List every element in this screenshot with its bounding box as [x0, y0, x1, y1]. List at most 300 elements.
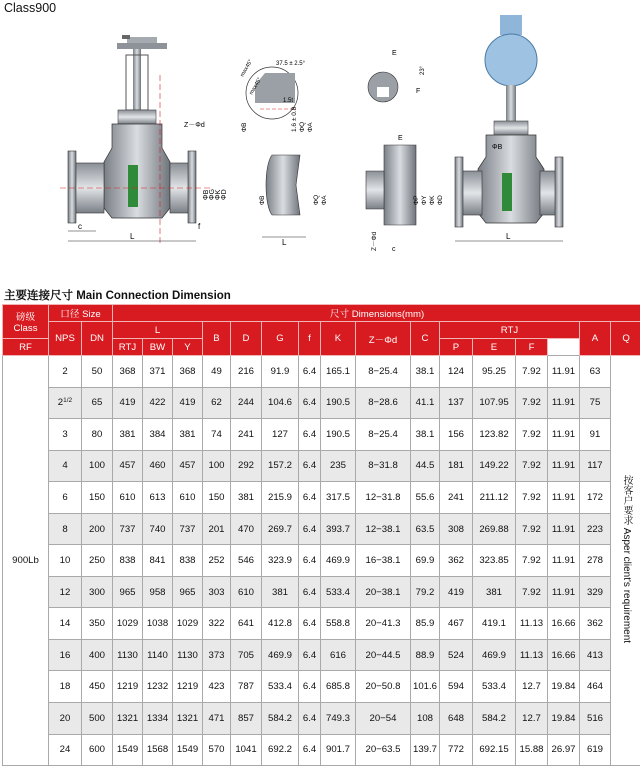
nps-header: NPS — [49, 322, 82, 356]
cell-d: 1041 — [231, 734, 262, 766]
nps-cell: 4 — [49, 450, 82, 482]
rtj-groove-detail — [366, 50, 444, 253]
cell-d: 470 — [231, 513, 262, 545]
cell-bw: 610 — [173, 482, 203, 514]
cell-rf: 610 — [113, 482, 143, 514]
y-header: Y — [173, 339, 203, 356]
q-note-cell — [611, 356, 640, 766]
svg-text:f: f — [198, 222, 201, 231]
cell-dn: 450 — [82, 671, 113, 703]
cell-f2: 11.91 — [548, 387, 580, 419]
cell-b: 74 — [203, 419, 231, 451]
cell-rf: 1029 — [113, 608, 143, 640]
cell-f2: 19.84 — [548, 671, 580, 703]
table-row — [3, 576, 640, 608]
cell-rf: 419 — [113, 387, 143, 419]
svg-text:37.5 ± 2.5°: 37.5 ± 2.5° — [276, 61, 306, 67]
cell-z: 20−44.5 — [356, 639, 411, 671]
cell-a: 223 — [580, 513, 611, 545]
cell-dn: 500 — [82, 703, 113, 735]
table-row — [3, 482, 640, 514]
table-row — [3, 356, 640, 388]
cell-y: 594 — [440, 671, 473, 703]
cell-dn: 250 — [82, 545, 113, 577]
svg-text:ΦK: ΦK — [215, 189, 222, 200]
cell-e: 7.92 — [516, 419, 548, 451]
cell-b: 62 — [203, 387, 231, 419]
cell-d: 857 — [231, 703, 262, 735]
cell-rf: 1549 — [113, 734, 143, 766]
cell-rtj: 740 — [143, 513, 173, 545]
cell-f: 6.4 — [299, 450, 321, 482]
cell-p: 211.12 — [473, 482, 516, 514]
cell-y: 241 — [440, 482, 473, 514]
cell-a: 63 — [580, 356, 611, 388]
cell-e: 7.92 — [516, 482, 548, 514]
cell-b: 49 — [203, 356, 231, 388]
cell-b: 373 — [203, 639, 231, 671]
svg-text:ΦD: ΦD — [437, 195, 444, 205]
svg-text:Z－Φd: Z－Φd — [184, 122, 205, 129]
svg-text:1.6 ± 0.8: 1.6 ± 0.8 — [291, 106, 298, 132]
cell-k: 165.1 — [321, 356, 356, 388]
cell-c: 101.6 — [411, 671, 440, 703]
cell-b: 423 — [203, 671, 231, 703]
cell-p: 692.15 — [473, 734, 516, 766]
svg-text:ΦP: ΦP — [413, 195, 420, 205]
cell-rtj: 371 — [143, 356, 173, 388]
cell-a: 278 — [580, 545, 611, 577]
cell-a: 464 — [580, 671, 611, 703]
cell-f: 6.4 — [299, 419, 321, 451]
cell-rtj: 460 — [143, 450, 173, 482]
cell-g: 91.9 — [262, 356, 299, 388]
svg-text:ΦQ: ΦQ — [313, 195, 320, 205]
cell-y: 524 — [440, 639, 473, 671]
table-row — [3, 513, 640, 545]
cell-g: 692.2 — [262, 734, 299, 766]
cell-g: 533.4 — [262, 671, 299, 703]
svg-text:E: E — [398, 135, 403, 142]
svg-text:c: c — [392, 246, 396, 253]
svg-text:ΦB: ΦB — [259, 195, 266, 205]
cell-k: 558.8 — [321, 608, 356, 640]
class-value-cell: 900Lb — [3, 356, 49, 766]
cell-d: 546 — [231, 545, 262, 577]
cell-k: 317.5 — [321, 482, 356, 514]
cell-c: 88.9 — [411, 639, 440, 671]
cell-y: 308 — [440, 513, 473, 545]
cell-z: 20−41.3 — [356, 608, 411, 640]
cell-dn: 65 — [82, 387, 113, 419]
q-header: Q — [611, 322, 640, 356]
cell-p: 419.1 — [473, 608, 516, 640]
cell-c: 63.5 — [411, 513, 440, 545]
cell-z: 8−25.4 — [356, 356, 411, 388]
cell-p: 269.88 — [473, 513, 516, 545]
nps-cell: 24 — [49, 734, 82, 766]
svg-text:max45°: max45° — [240, 59, 255, 78]
cell-e: 12.7 — [516, 671, 548, 703]
cell-rf: 965 — [113, 576, 143, 608]
cell-a: 413 — [580, 639, 611, 671]
cell-p: 533.4 — [473, 671, 516, 703]
cell-c: 41.1 — [411, 387, 440, 419]
dn-header: DN — [82, 322, 113, 356]
cell-p: 149.22 — [473, 450, 516, 482]
svg-text:max45°: max45° — [249, 77, 264, 96]
cell-f: 6.4 — [299, 734, 321, 766]
table-row — [3, 419, 640, 451]
cell-d: 381 — [231, 482, 262, 514]
cell-e: 11.13 — [516, 608, 548, 640]
svg-text:c: c — [78, 222, 82, 231]
cell-dn: 200 — [82, 513, 113, 545]
g-header: G — [262, 322, 299, 356]
svg-text:ΦK: ΦK — [429, 195, 436, 205]
table-row — [3, 608, 640, 640]
svg-text:L: L — [282, 238, 287, 247]
cell-k: 685.8 — [321, 671, 356, 703]
cell-rf: 1321 — [113, 703, 143, 735]
svg-text:L: L — [130, 232, 135, 241]
d-header: D — [231, 322, 262, 356]
k-header: K — [321, 322, 356, 356]
cell-dn: 80 — [82, 419, 113, 451]
cell-bw: 1321 — [173, 703, 203, 735]
e-header: E — [473, 339, 516, 356]
rtj-header: RTJ — [440, 322, 580, 339]
nps-cell: 12 — [49, 576, 82, 608]
cell-c: 85.9 — [411, 608, 440, 640]
cell-rf: 1130 — [113, 639, 143, 671]
cell-b: 252 — [203, 545, 231, 577]
cell-y: 156 — [440, 419, 473, 451]
nps-cell: 10 — [49, 545, 82, 577]
cell-f: 6.4 — [299, 703, 321, 735]
cell-bw: 737 — [173, 513, 203, 545]
cell-f2: 26.97 — [548, 734, 580, 766]
cell-g: 157.2 — [262, 450, 299, 482]
svg-text:ΦB: ΦB — [241, 122, 248, 132]
class-header: 磅级 Class — [3, 305, 49, 339]
cell-b: 303 — [203, 576, 231, 608]
cell-bw: 1219 — [173, 671, 203, 703]
cell-bw: 457 — [173, 450, 203, 482]
cell-e: 7.92 — [516, 513, 548, 545]
cell-f: 6.4 — [299, 513, 321, 545]
size-header: 口径 Size — [49, 305, 113, 322]
cell-a: 75 — [580, 387, 611, 419]
cell-dn: 400 — [82, 639, 113, 671]
cell-rtj: 1334 — [143, 703, 173, 735]
cell-g: 412.8 — [262, 608, 299, 640]
cell-rtj: 422 — [143, 387, 173, 419]
cell-rf: 457 — [113, 450, 143, 482]
cell-g: 215.9 — [262, 482, 299, 514]
nps-cell: 2 — [49, 356, 82, 388]
cell-b: 150 — [203, 482, 231, 514]
cell-rtj: 1140 — [143, 639, 173, 671]
cell-g: 127 — [262, 419, 299, 451]
svg-text:ΦB: ΦB — [492, 144, 503, 151]
gear-operated-valve-drawing — [455, 15, 563, 241]
cell-z: 16−38.1 — [356, 545, 411, 577]
cell-z: 12−38.1 — [356, 513, 411, 545]
valve-drawings — [0, 15, 640, 270]
cell-b: 201 — [203, 513, 231, 545]
cell-bw: 419 — [173, 387, 203, 419]
cell-f2: 11.91 — [548, 419, 580, 451]
cell-dn: 50 — [82, 356, 113, 388]
section-title: 主要连接尺寸 Main Connection Dimension — [4, 287, 231, 303]
cell-d: 216 — [231, 356, 262, 388]
svg-text:ΦY: ΦY — [421, 195, 428, 205]
cell-rtj: 1038 — [143, 608, 173, 640]
cell-d: 705 — [231, 639, 262, 671]
cell-p: 107.95 — [473, 387, 516, 419]
cell-f2: 11.91 — [548, 513, 580, 545]
svg-text:ΦQ: ΦQ — [299, 122, 306, 132]
cell-f2: 11.91 — [548, 545, 580, 577]
cell-g: 469.9 — [262, 639, 299, 671]
cell-p: 381 — [473, 576, 516, 608]
cell-z: 20−50.8 — [356, 671, 411, 703]
svg-text:ΦB: ΦB — [203, 189, 210, 200]
cell-c: 69.9 — [411, 545, 440, 577]
cell-bw: 838 — [173, 545, 203, 577]
cell-rf: 838 — [113, 545, 143, 577]
cell-z: 20−63.5 — [356, 734, 411, 766]
cell-z: 8−31.8 — [356, 450, 411, 482]
cell-f2: 11.91 — [548, 450, 580, 482]
svg-text:1.5t: 1.5t — [283, 98, 293, 104]
cell-y: 362 — [440, 545, 473, 577]
rf-header: RF — [3, 339, 49, 356]
cell-a: 362 — [580, 608, 611, 640]
svg-text:ΦA: ΦA — [307, 122, 314, 132]
cell-f: 6.4 — [299, 545, 321, 577]
f2-header: F — [516, 339, 548, 356]
dimension-table — [2, 304, 640, 766]
cell-c: 38.1 — [411, 419, 440, 451]
cell-a: 117 — [580, 450, 611, 482]
cell-e: 15.88 — [516, 734, 548, 766]
cell-a: 172 — [580, 482, 611, 514]
cell-rf: 737 — [113, 513, 143, 545]
cell-k: 749.3 — [321, 703, 356, 735]
cell-y: 181 — [440, 450, 473, 482]
cell-dn: 100 — [82, 450, 113, 482]
nps-cell: $2^{1/2}$ — [49, 387, 82, 419]
cell-f2: 11.91 — [548, 576, 580, 608]
p-header: P — [440, 339, 473, 356]
cell-d: 292 — [231, 450, 262, 482]
svg-text:L: L — [506, 232, 511, 241]
rtj-sub-header: RTJ — [113, 339, 143, 356]
cell-rtj: 613 — [143, 482, 173, 514]
cell-b: 471 — [203, 703, 231, 735]
cell-bw: 965 — [173, 576, 203, 608]
cell-k: 469.9 — [321, 545, 356, 577]
b-header: B — [203, 322, 231, 356]
cell-z: 12−31.8 — [356, 482, 411, 514]
cell-f2: 11.91 — [548, 356, 580, 388]
nps-cell: 6 — [49, 482, 82, 514]
cell-p: 323.85 — [473, 545, 516, 577]
cell-f2: 19.84 — [548, 703, 580, 735]
cell-d: 244 — [231, 387, 262, 419]
cell-bw: 1549 — [173, 734, 203, 766]
cell-b: 322 — [203, 608, 231, 640]
table-row — [3, 387, 640, 419]
cell-g: 584.2 — [262, 703, 299, 735]
cell-a: 91 — [580, 419, 611, 451]
cell-f: 6.4 — [299, 608, 321, 640]
cell-dn: 150 — [82, 482, 113, 514]
cell-bw: 381 — [173, 419, 203, 451]
cell-f2: 16.66 — [548, 608, 580, 640]
cell-bw: 1029 — [173, 608, 203, 640]
cell-dn: 600 — [82, 734, 113, 766]
table-row — [3, 450, 640, 482]
cell-a: 329 — [580, 576, 611, 608]
cell-d: 610 — [231, 576, 262, 608]
cell-f: 6.4 — [299, 671, 321, 703]
cell-b: 100 — [203, 450, 231, 482]
cell-bw: 368 — [173, 356, 203, 388]
cell-c: 139.7 — [411, 734, 440, 766]
nps-cell: 16 — [49, 639, 82, 671]
table-row — [3, 671, 640, 703]
cell-f2: 16.66 — [548, 639, 580, 671]
svg-text:ΦA: ΦA — [321, 195, 328, 205]
page-title: Class900 — [4, 1, 56, 15]
l-header: L — [113, 322, 203, 339]
cell-rf: 381 — [113, 419, 143, 451]
cell-b: 570 — [203, 734, 231, 766]
nps-cell: 14 — [49, 608, 82, 640]
table-row — [3, 639, 640, 671]
cell-y: 137 — [440, 387, 473, 419]
svg-text:Z－Φd: Z－Φd — [371, 231, 378, 251]
bw-header: BW — [143, 339, 173, 356]
cell-e: 7.92 — [516, 545, 548, 577]
cell-a: 516 — [580, 703, 611, 735]
cell-g: 323.9 — [262, 545, 299, 577]
a-header: A — [580, 322, 611, 356]
cell-z: 20−38.1 — [356, 576, 411, 608]
cell-c: 38.1 — [411, 356, 440, 388]
cell-c: 108 — [411, 703, 440, 735]
nps-cell: 18 — [49, 671, 82, 703]
cell-rtj: 958 — [143, 576, 173, 608]
cell-g: 381 — [262, 576, 299, 608]
nps-cell: 8 — [49, 513, 82, 545]
cell-p: 123.82 — [473, 419, 516, 451]
dimensions-header: 尺寸 Dimensions(mm) — [113, 305, 640, 322]
cell-p: 469.9 — [473, 639, 516, 671]
cell-k: 235 — [321, 450, 356, 482]
cell-z: 8−28.6 — [356, 387, 411, 419]
cell-dn: 350 — [82, 608, 113, 640]
cell-p: 584.2 — [473, 703, 516, 735]
cell-k: 190.5 — [321, 387, 356, 419]
cell-k: 616 — [321, 639, 356, 671]
weld-end-detail — [240, 59, 328, 247]
table-row — [3, 545, 640, 577]
cell-e: 11.13 — [516, 639, 548, 671]
cell-f: 6.4 — [299, 387, 321, 419]
c-header: C — [411, 322, 440, 356]
cell-rf: 368 — [113, 356, 143, 388]
cell-rtj: 1232 — [143, 671, 173, 703]
cell-g: 104.6 — [262, 387, 299, 419]
q-note-text: 按客户要求 Asper client's requirement — [620, 475, 632, 643]
svg-text:ΦD: ΦD — [221, 189, 228, 200]
cell-d: 787 — [231, 671, 262, 703]
cell-c: 79.2 — [411, 576, 440, 608]
cell-f: 6.4 — [299, 356, 321, 388]
cell-c: 55.6 — [411, 482, 440, 514]
cell-rf: 1219 — [113, 671, 143, 703]
cell-y: 467 — [440, 608, 473, 640]
cell-e: 12.7 — [516, 703, 548, 735]
cell-y: 419 — [440, 576, 473, 608]
nps-cell: 20 — [49, 703, 82, 735]
zd-header: Z－Φd — [356, 322, 411, 356]
svg-text:F: F — [416, 88, 420, 95]
nps-cell: 3 — [49, 419, 82, 451]
cell-f: 6.4 — [299, 576, 321, 608]
cell-z: 8−25.4 — [356, 419, 411, 451]
cell-k: 190.5 — [321, 419, 356, 451]
cell-dn: 300 — [82, 576, 113, 608]
cell-f: 6.4 — [299, 482, 321, 514]
svg-text:23°: 23° — [420, 65, 426, 75]
cell-y: 772 — [440, 734, 473, 766]
cell-k: 901.7 — [321, 734, 356, 766]
cell-d: 241 — [231, 419, 262, 451]
cell-d: 641 — [231, 608, 262, 640]
cell-bw: 1130 — [173, 639, 203, 671]
cell-y: 124 — [440, 356, 473, 388]
cell-g: 269.7 — [262, 513, 299, 545]
cell-e: 7.92 — [516, 450, 548, 482]
table-row — [3, 734, 640, 766]
cell-rtj: 1568 — [143, 734, 173, 766]
cell-a: 619 — [580, 734, 611, 766]
cell-k: 393.7 — [321, 513, 356, 545]
cell-rtj: 841 — [143, 545, 173, 577]
cell-z: 20−54 — [356, 703, 411, 735]
cell-f2: 11.91 — [548, 482, 580, 514]
cell-e: 7.92 — [516, 576, 548, 608]
gate-valve-drawing — [60, 35, 228, 245]
cell-e: 7.92 — [516, 387, 548, 419]
cell-f: 6.4 — [299, 639, 321, 671]
svg-text:ΦG: ΦG — [209, 189, 216, 200]
f-header: f — [299, 322, 321, 356]
cell-e: 7.92 — [516, 356, 548, 388]
cell-p: 95.25 — [473, 356, 516, 388]
table-row — [3, 703, 640, 735]
cell-c: 44.5 — [411, 450, 440, 482]
cell-k: 533.4 — [321, 576, 356, 608]
svg-text:E: E — [392, 50, 397, 57]
cell-rtj: 384 — [143, 419, 173, 451]
cell-y: 648 — [440, 703, 473, 735]
